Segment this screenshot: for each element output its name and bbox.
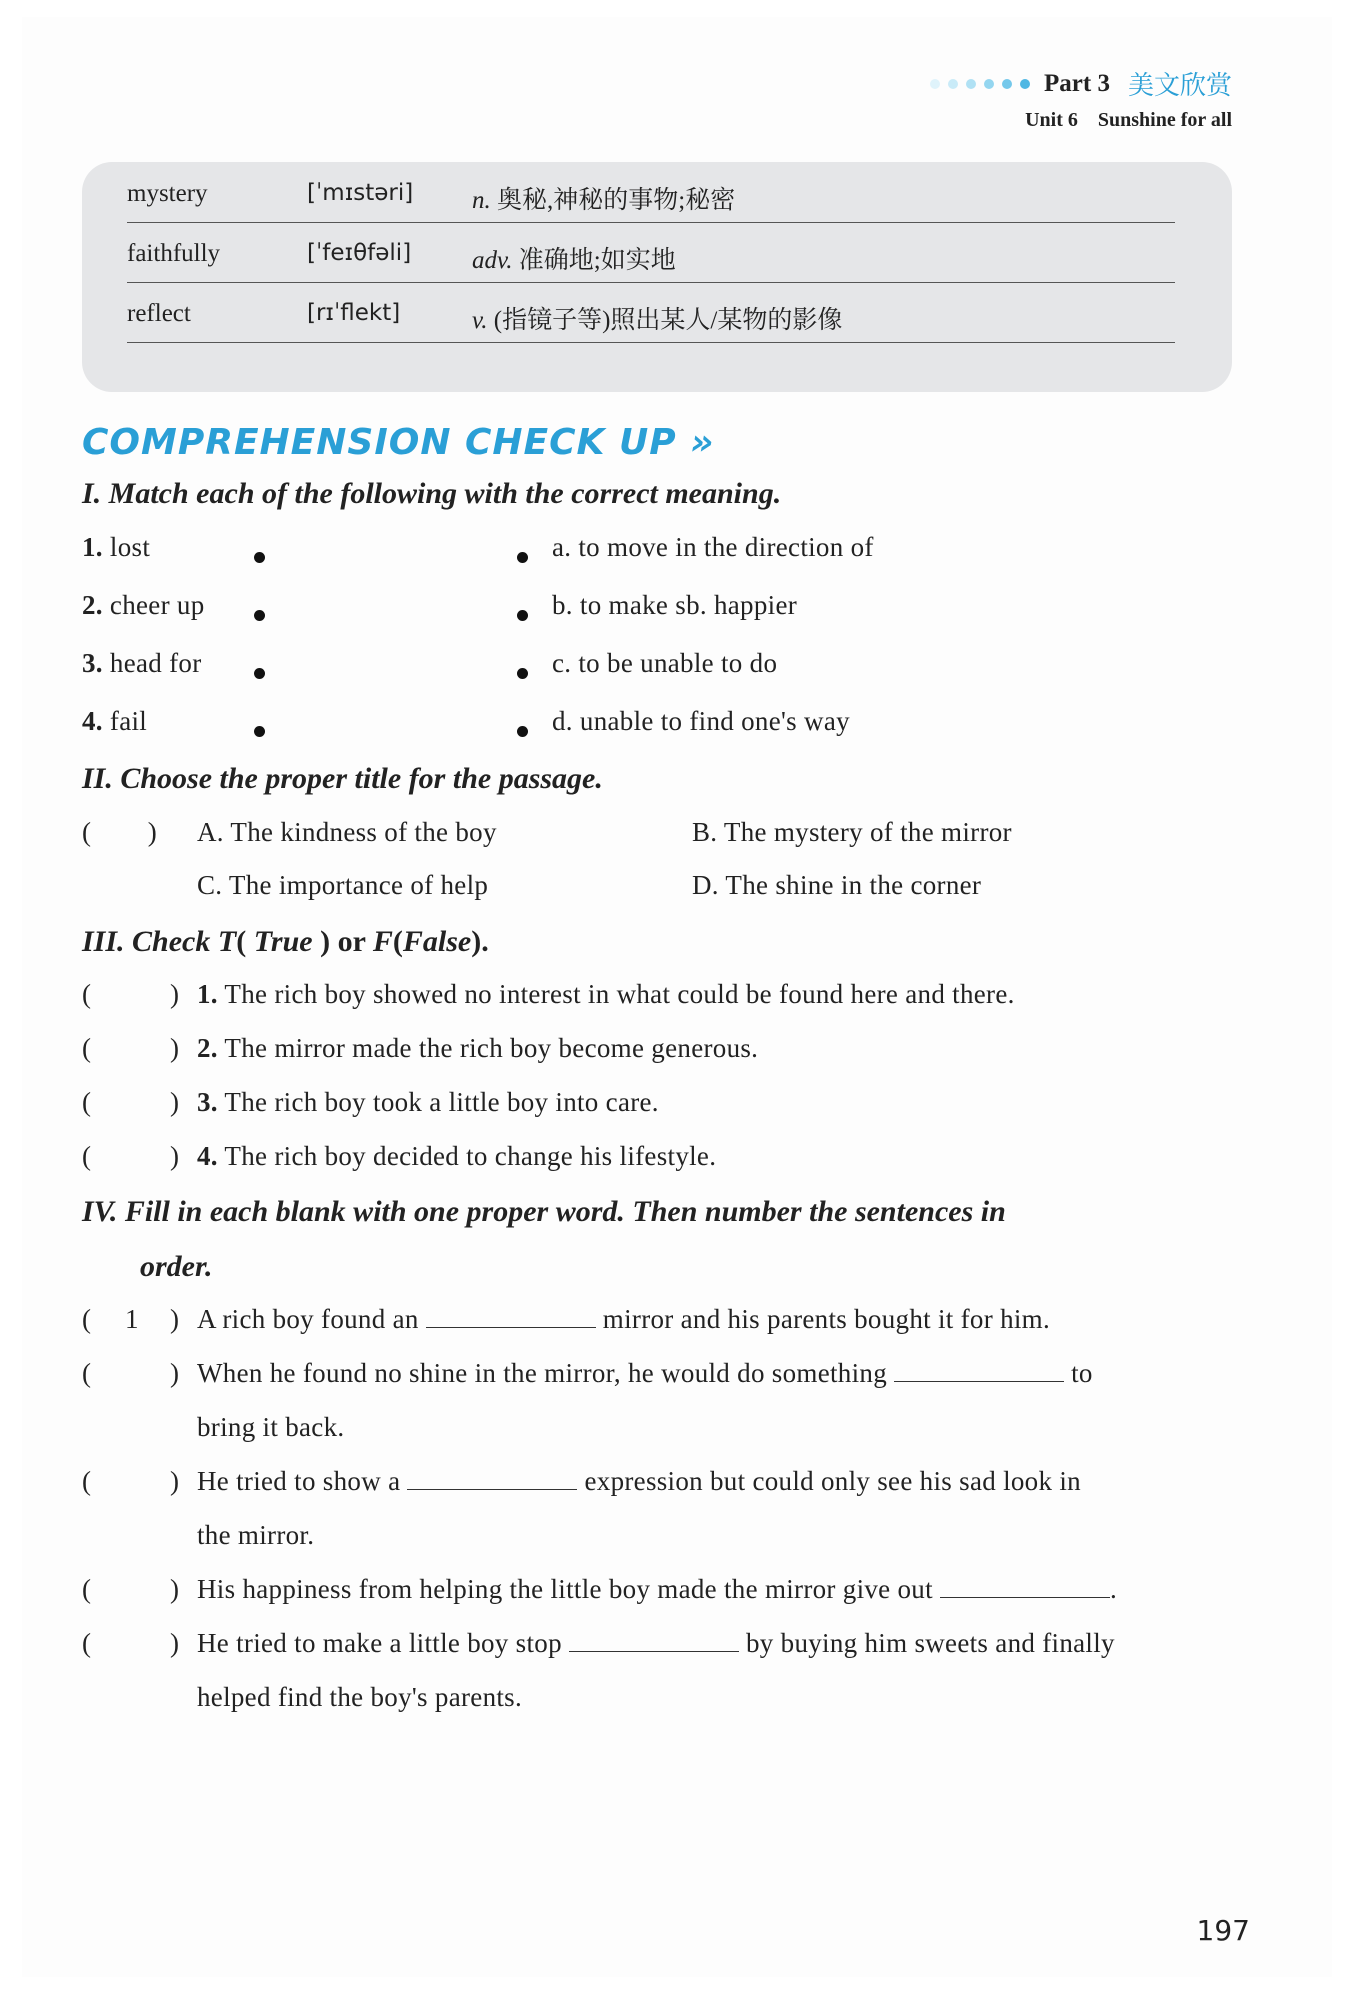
item-number: 3. [82,648,103,678]
sentence-text: His happiness from helping the little boy made the mirror give out [197,1574,933,1604]
item-text: The rich boy showed no interest in what could be found here and there. [224,979,1015,1009]
option-d: D. The shine in the corner [692,870,982,900]
paren-close: ) [170,1628,180,1658]
vocab-phonetic: [ˈmɪstəri] [307,180,414,206]
fill-sentence-cont: helped find the boy's parents. [197,1682,523,1712]
sentence-text: . [1109,1574,1118,1604]
sentence-text: A rich boy found an [197,1304,419,1334]
match-right-item: b. to make sb. happier [552,590,798,620]
heading-text: ( [236,925,254,958]
vocab-definition [472,300,842,336]
vocab-definition [472,180,735,216]
fill-sentence-cont: the mirror. [197,1520,315,1550]
item-text: lost [109,532,151,562]
option-b: B. The mystery of the mirror [692,817,1012,847]
tf-item [197,1033,758,1064]
match-dot-left[interactable] [254,668,265,679]
match-dot-right[interactable] [517,552,528,563]
vocab-word: reflect [127,300,191,327]
fill-sentence [197,1466,1081,1497]
heading-text: T [217,925,237,958]
dot-icon [948,79,958,89]
paren-open[interactable]: ( [82,1141,92,1171]
vocab-word: faithfully [127,240,221,267]
question-heading-4-cont: order. [140,1250,213,1283]
paren-close: ) [170,1358,180,1388]
paren-close: ) [170,979,180,1009]
paren-open[interactable]: ( [82,1466,92,1496]
fill-blank[interactable] [407,1467,577,1490]
item-number: 4. [197,1141,218,1171]
item-number: 3. [197,1087,218,1117]
match-dot-left[interactable] [254,610,265,621]
item-number: 1. [197,979,218,1009]
item-number: 4. [82,706,103,736]
dot-icon [984,79,994,89]
sentence-text: by buying him sweets and finally [746,1628,1115,1658]
vocab-row [127,282,1175,343]
paren-close: ) [170,1466,180,1496]
workbook-page [22,17,1332,1977]
match-left-item [82,590,205,621]
paren-open[interactable]: ( [82,979,92,1009]
unit-subheader [1025,109,1232,132]
tf-item [197,1141,716,1172]
paren-close: ) [170,1304,180,1334]
question-heading-1: I. Match each of the following with the correct meaning. [82,477,782,510]
page-number: 197 [1196,1914,1250,1947]
match-dot-right[interactable] [517,726,528,737]
match-dot-right[interactable] [517,668,528,679]
page-header [930,65,1232,102]
paren-open[interactable]: ( [82,1033,92,1063]
item-text: head for [109,648,202,678]
unit-title: Sunshine for all [1097,109,1232,131]
question-heading-3 [82,925,489,959]
fill-sentence [197,1304,1050,1335]
heading-text: ). [471,925,489,958]
dot-icon [930,79,940,89]
item-text: The mirror made the rich boy become generous. [224,1033,759,1063]
vocab-phonetic: [rɪˈflekt] [307,300,401,326]
heading-text: False [402,925,472,958]
option-c: C. The importance of help [197,870,489,900]
paren-close: ) [170,1033,180,1063]
heading-text: True [253,925,313,958]
vocab-phonetic: [ˈfeɪθfəli] [307,240,412,266]
option-a: A. The kindness of the boy [197,817,497,847]
dot-icon [1002,79,1012,89]
heading-text: ( [392,925,403,958]
question-heading-2: II. Choose the proper title for the passage. [82,762,603,795]
item-number: 2. [82,590,103,620]
dot-icon [966,79,976,89]
match-left-item [82,532,150,563]
sentence-text: mirror and his parents bought it for him. [602,1304,1051,1334]
paren-open[interactable]: ( [82,1628,92,1658]
order-number: 1 [125,1304,139,1334]
paren-open[interactable]: ( [82,1087,92,1117]
section-title: COMPREHENSION CHECK UP » [82,422,715,463]
sentence-text: He tried to make a little boy stop [197,1628,562,1658]
fill-sentence [197,1574,1117,1605]
heading-text: ) or [312,925,373,958]
decorative-dots [930,79,1030,89]
vocab-meaning: (指镜子等)照出某人/某物的影像 [493,307,843,334]
sentence-text: to [1071,1358,1093,1388]
paren-open[interactable]: ( [82,1358,92,1388]
fill-blank[interactable] [894,1359,1064,1382]
tf-item [197,979,1015,1010]
dot-icon [1020,79,1030,89]
sentence-text: When he found no shine in the mirror, he would do something [197,1358,887,1388]
item-number: 2. [197,1033,218,1063]
match-dot-left[interactable] [254,552,265,563]
sentence-text: He tried to show a [197,1466,401,1496]
match-left-item [82,706,147,737]
match-right-item: c. to be unable to do [552,648,778,678]
item-text: The rich boy took a little boy into care. [224,1087,659,1117]
item-text: The rich boy decided to change his lifestyle. [224,1141,717,1171]
item-number: 1. [82,532,103,562]
paren-close: ) [170,1087,180,1117]
vocab-pos: v. [472,307,488,334]
vocab-word: mystery [127,180,208,207]
item-text: cheer up [109,590,205,620]
paren-close: ) [170,1574,180,1604]
question-heading-4: IV. Fill in each blank with one proper word. Then number the sentences in [82,1195,1006,1228]
item-text: fail [109,706,148,736]
paren-open: ( [82,1304,92,1334]
vocab-row [127,222,1175,283]
heading-text: F [372,925,393,958]
fill-blank[interactable] [940,1575,1110,1598]
unit-label: Unit 6 [1025,109,1078,131]
vocab-pos: adv. [472,247,513,274]
paren-open[interactable]: ( [82,1574,92,1604]
match-right-item: a. to move in the direction of [552,532,874,562]
match-dot-left[interactable] [254,726,265,737]
fill-blank[interactable] [426,1305,596,1328]
vocabulary-box [82,162,1232,392]
part-chinese-title: 美文欣赏 [1127,71,1232,101]
paren-close: ) [170,1141,180,1171]
sentence-text: expression but could only see his sad look in [584,1466,1081,1496]
fill-sentence-cont: bring it back. [197,1412,345,1442]
vocab-definition [472,240,676,276]
fill-sentence [197,1358,1093,1389]
answer-blank[interactable]: ( ) [82,817,157,847]
vocab-pos: n. [472,187,491,214]
fill-sentence [197,1628,1115,1659]
match-left-item [82,648,202,679]
vocab-row [127,162,1175,223]
match-right-item: d. unable to find one's way [552,706,850,736]
part-label: Part 3 [1044,69,1110,97]
match-dot-right[interactable] [517,610,528,621]
fill-blank[interactable] [569,1629,739,1652]
vocab-meaning: 准确地;如实地 [518,247,676,274]
vocab-meaning: 奥秘,神秘的事物;秘密 [497,187,736,214]
heading-text: III. Check [82,925,218,958]
tf-item [197,1087,659,1118]
